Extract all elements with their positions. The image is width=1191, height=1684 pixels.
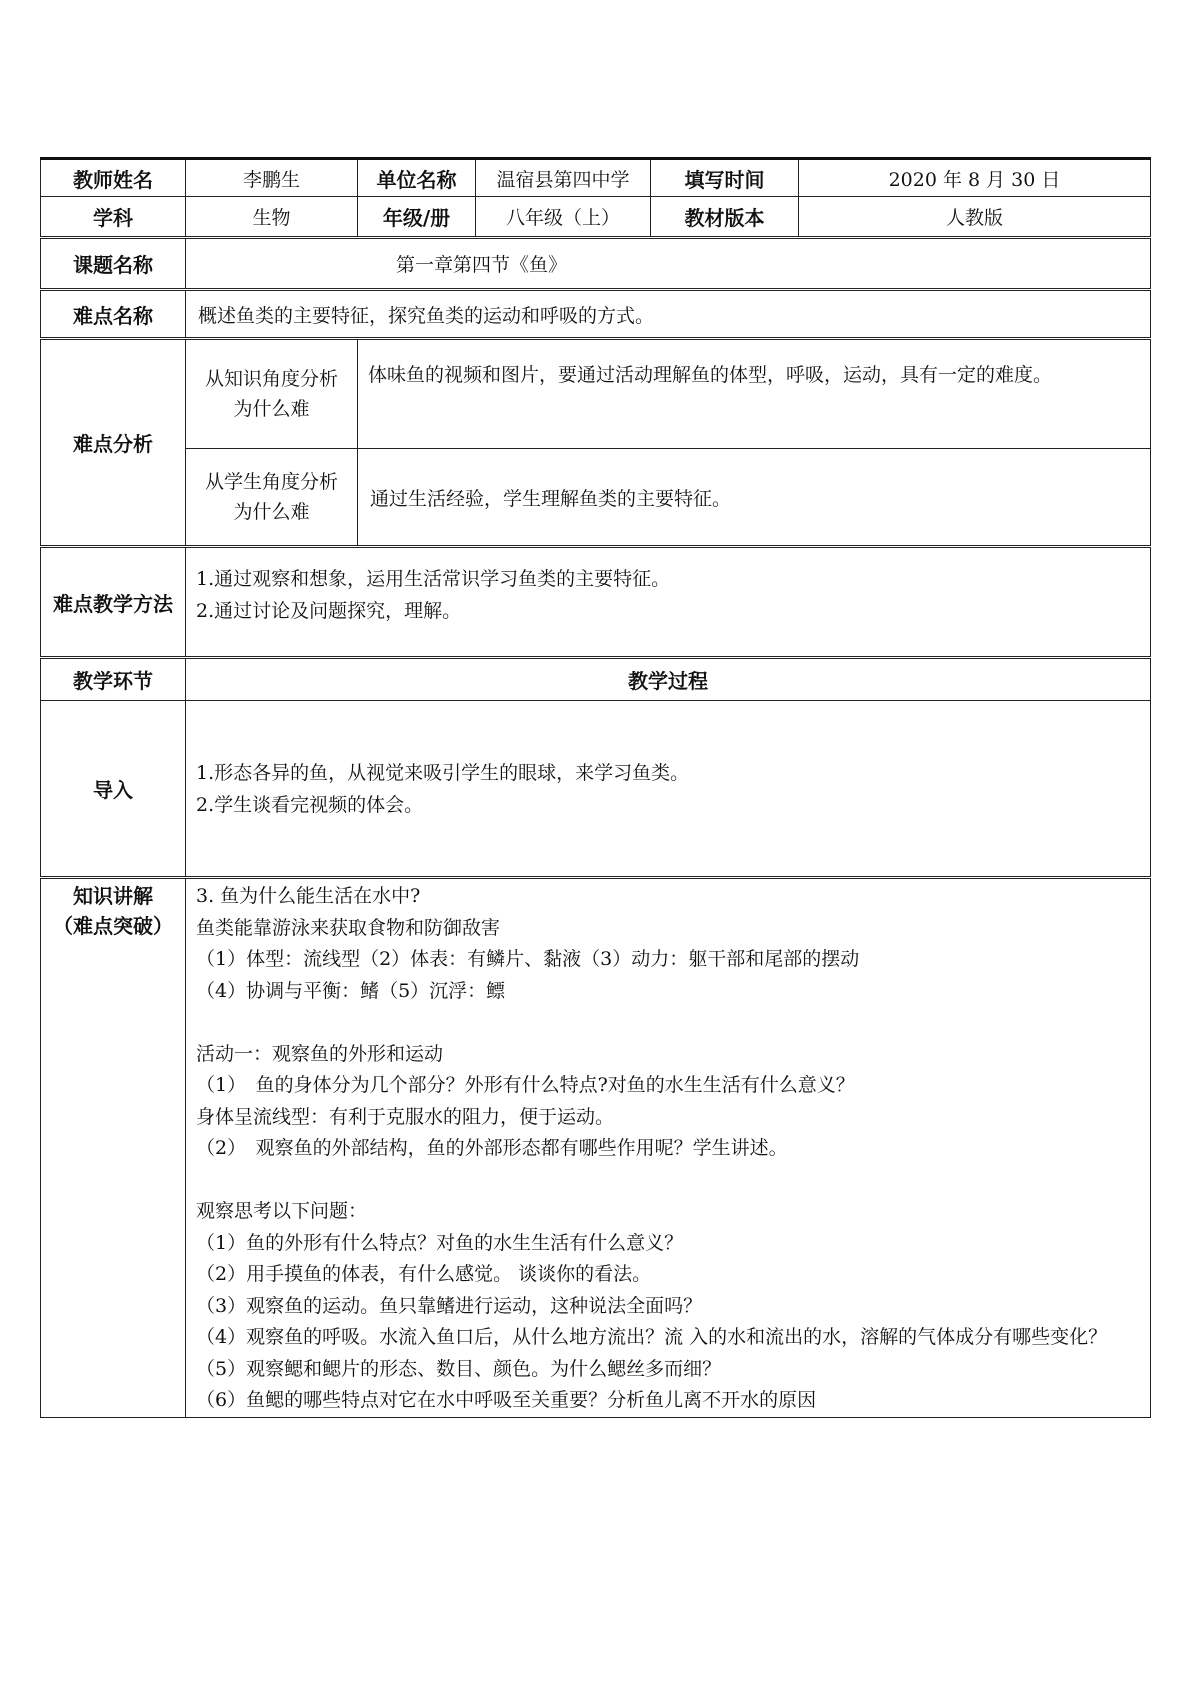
process-header: 教学过程 bbox=[186, 658, 1151, 701]
knowledge-blank-line bbox=[196, 1165, 1140, 1197]
knowledge-line: 鱼类能靠游泳来获取食物和防御敌害 bbox=[196, 916, 501, 939]
topic-row bbox=[41, 238, 1151, 290]
knowledge-line: 活动一：观察鱼的外形和运动 bbox=[196, 1042, 444, 1065]
knowledge-line: （4）观察鱼的呼吸。水流入鱼口后，从什么地方流出？流 入的水和流出的水，溶解的气体成分有哪些变化？ bbox=[196, 1326, 1108, 1348]
knowledge-line: （4）协调与平衡：鳍（5）沉浮：鳔 bbox=[196, 979, 506, 1002]
knowledge-line: （2）用手摸鱼的体表，有什么感觉。 谈谈你的看法。 bbox=[196, 1263, 652, 1285]
intro-value bbox=[186, 701, 1151, 878]
method-value bbox=[186, 547, 1151, 658]
knowledge-line: （1） 鱼的身体分为几个部分？外形有什么特点?对鱼的水生生活有什么意义？ bbox=[196, 1074, 855, 1096]
knowledge-line: （1）体型：流线型（2）体表：有鳞片、黏液（3）动力：躯干部和尾部的摆动 bbox=[196, 948, 860, 970]
stage-header: 教学环节 bbox=[41, 658, 186, 701]
date-label: 填写时间 bbox=[651, 159, 799, 197]
edition-label: 教材版本 bbox=[651, 197, 799, 238]
analysis-label: 难点分析 bbox=[41, 339, 186, 547]
subject-value: 生物 bbox=[186, 197, 358, 238]
knowledge-line: （1）鱼的外形有什么特点？对鱼的水生生活有什么意义？ bbox=[196, 1231, 684, 1254]
subject-label: 学科 bbox=[41, 197, 186, 238]
knowledge-row bbox=[41, 878, 1151, 1418]
knowledge-angle-value: 体味鱼的视频和图片，要通过活动理解鱼的体型，呼吸，运动，具有一定的难度。 bbox=[358, 339, 1151, 449]
method-label: 难点教学方法 bbox=[41, 547, 186, 658]
knowledge-blank-line bbox=[196, 1007, 1140, 1039]
method-line: 2.通过讨论及问题探究，理解。 bbox=[196, 600, 462, 622]
process-header-row bbox=[41, 658, 1151, 701]
analysis-student-row bbox=[41, 449, 1151, 547]
intro-line: 1.形态各异的鱼，从视觉来吸引学生的眼球，来学习鱼类。 bbox=[196, 761, 690, 784]
knowledge-line: （5）观察鳃和鳃片的形态、数目、颜色。为什么鳃丝多而细？ bbox=[196, 1357, 722, 1380]
intro-line: 2.学生谈看完视频的体会。 bbox=[196, 793, 424, 816]
difficulty-label: 难点名称 bbox=[41, 290, 186, 339]
knowledge-label-line-1: 知识讲解 bbox=[73, 884, 153, 908]
knowledge-line: 观察思考以下问题： bbox=[196, 1200, 368, 1222]
knowledge-line: （3）观察鱼的运动。鱼只靠鳍进行运动，这种说法全面吗？ bbox=[196, 1294, 703, 1317]
knowledge-angle-line-2: 为什么难 bbox=[233, 398, 310, 420]
knowledge-label bbox=[41, 878, 186, 1418]
grade-label: 年级/册 bbox=[358, 197, 476, 238]
knowledge-angle-line-1: 从知识角度分析 bbox=[204, 368, 338, 390]
header-row-2 bbox=[41, 197, 1151, 238]
grade-value: 八年级（上） bbox=[476, 197, 651, 238]
student-angle-line-2: 为什么难 bbox=[233, 501, 310, 523]
lesson-plan-table bbox=[40, 157, 1151, 1418]
student-angle-value: 通过生活经验，学生理解鱼类的主要特征。 bbox=[358, 449, 1151, 547]
teacher-value: 李鹏生 bbox=[186, 159, 358, 197]
difficulty-row bbox=[41, 290, 1151, 339]
topic-value: 第一章第四节《鱼》 bbox=[396, 254, 568, 276]
topic-label: 课题名称 bbox=[41, 238, 186, 290]
intro-label: 导入 bbox=[41, 701, 186, 878]
intro-row bbox=[41, 701, 1151, 878]
edition-value: 人教版 bbox=[799, 197, 1151, 238]
knowledge-line: （2） 观察鱼的外部结构，鱼的外部形态都有哪些作用呢？学生讲述。 bbox=[196, 1137, 788, 1159]
knowledge-label-line-2: （难点突破） bbox=[53, 914, 173, 938]
method-line: 1.通过观察和想象，运用生活常识学习鱼类的主要特征。 bbox=[196, 568, 671, 590]
knowledge-angle-label bbox=[186, 339, 358, 449]
teacher-label: 教师姓名 bbox=[41, 159, 186, 197]
unit-label: 单位名称 bbox=[358, 159, 476, 197]
knowledge-line: 身体呈流线型：有利于克服水的阻力，便于运动。 bbox=[196, 1105, 615, 1128]
difficulty-value: 概述鱼类的主要特征，探究鱼类的运动和呼吸的方式。 bbox=[186, 290, 1151, 339]
topic-cell bbox=[186, 238, 1151, 290]
knowledge-line: （6）鱼鳃的哪些特点对它在水中呼吸至关重要？分析鱼儿离不开水的原因 bbox=[196, 1389, 817, 1411]
lesson-plan-sheet bbox=[40, 157, 1150, 1418]
knowledge-line: 3. 鱼为什么能生活在水中? bbox=[196, 885, 421, 907]
date-value: 2020 年 8 月 30 日 bbox=[799, 159, 1151, 197]
student-angle-line-1: 从学生角度分析 bbox=[204, 471, 338, 493]
knowledge-value bbox=[186, 878, 1151, 1418]
analysis-knowledge-row bbox=[41, 339, 1151, 449]
unit-value: 温宿县第四中学 bbox=[476, 159, 651, 197]
method-row bbox=[41, 547, 1151, 658]
header-row-1 bbox=[41, 159, 1151, 197]
student-angle-label bbox=[186, 449, 358, 547]
